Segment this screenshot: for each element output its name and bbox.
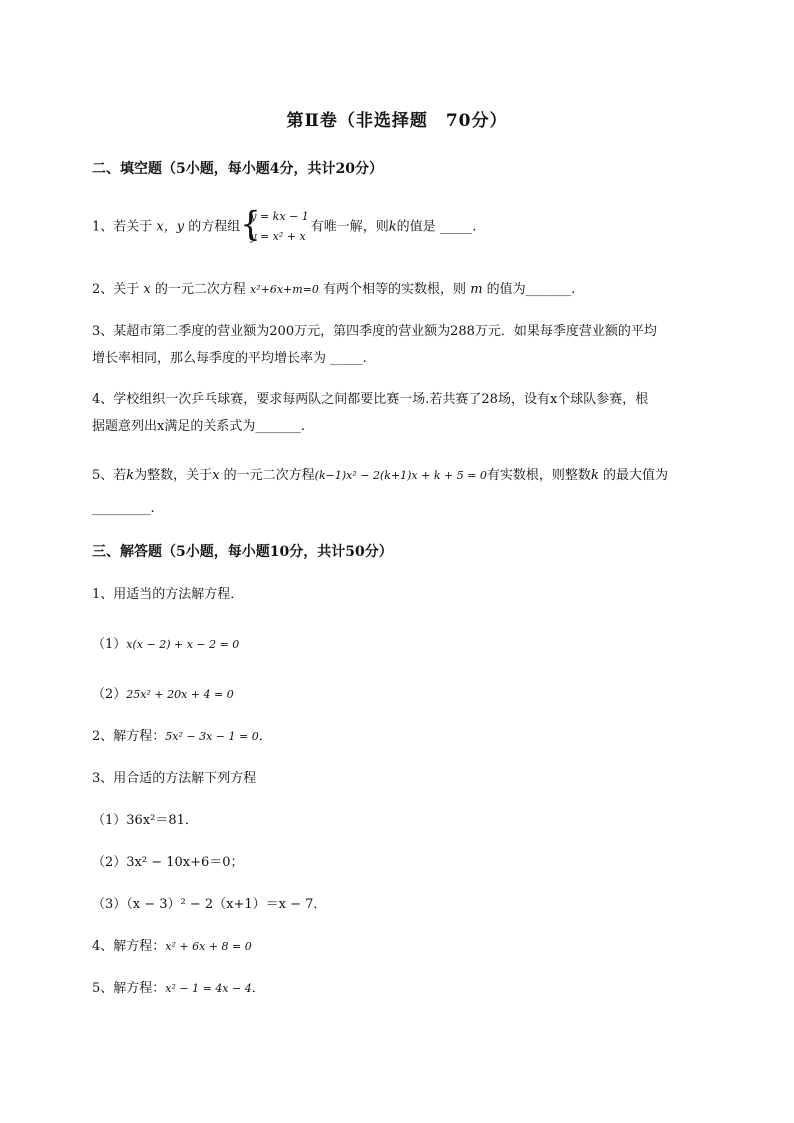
q5-pre: 5、若: [92, 468, 127, 483]
question-4-line-2: 据题意列出x满足的关系式为_______.: [92, 419, 305, 434]
question-5-line-1: [92, 464, 668, 483]
problem-1-stem: 1、用适当的方法解方程．: [92, 587, 244, 602]
p1a-label: （1）: [92, 637, 127, 652]
q2-mid: 的一元二次方程: [150, 282, 251, 297]
q2-pre: 2、关于: [92, 282, 144, 297]
section-fill-blank-heading: 二、填空题（5小题，每小题4分，共计20分）: [92, 161, 383, 177]
q2-post: 有两个相等的实数根，则: [318, 282, 471, 297]
system-eq-1: y = kx − 1: [250, 210, 309, 223]
q1-k: k: [388, 219, 397, 235]
p2-label: 2、解方程：: [92, 729, 166, 744]
p4-label: 4、解方程：: [92, 939, 166, 954]
page-title: 第Ⅱ卷（非选择题 70分）: [286, 111, 508, 131]
q1-vars: x，y: [156, 219, 185, 235]
q5-equation: (k−1)x² − 2(k+1)x + k + 5 = 0: [314, 469, 487, 482]
problem-4: [92, 935, 252, 954]
question-4-line-1: 4、学校组织一次乒乓球赛，要求每两队之间都要比赛一场.若共赛了28场，设有x个球队参赛，根: [92, 392, 649, 407]
q5-mid: 为整数，关于: [134, 468, 213, 483]
problem-2: [92, 725, 272, 744]
section-solve-heading: 三、解答题（5小题，每小题10分，共计50分）: [92, 544, 393, 560]
q2-end: 的值为_______.: [482, 282, 576, 297]
q5-mid2: 的一元二次方程: [219, 468, 315, 483]
equation-system: [240, 204, 309, 247]
q1-pre: 1、若关于: [92, 219, 157, 235]
p5-end: ．: [251, 981, 265, 996]
p5-label: 5、解方程：: [92, 981, 166, 996]
p1a-equation: x(x − 2) + x − 2 = 0: [126, 638, 240, 651]
q2-equation: x²+6x+m=0: [250, 283, 319, 296]
p1b-label: （2）: [92, 687, 127, 702]
q5-k: k: [126, 468, 135, 483]
q2-m: m: [470, 282, 483, 297]
q1-mid: 的方程组: [184, 219, 241, 235]
problem-1-part-1: [92, 633, 239, 652]
brace-icon: {: [240, 204, 261, 244]
problem-3-part-2: （2）3x² − 10x+6＝0；: [92, 855, 244, 870]
problem-1-part-2: [92, 683, 234, 702]
problem-3-stem: 3、用合适的方法解下列方程: [92, 771, 257, 786]
q5-end: 的最大值为: [598, 468, 668, 483]
p2-end: ．: [258, 729, 272, 744]
p2-equation: 5x² − 3x − 1 = 0: [165, 730, 259, 743]
q2-x: x: [143, 282, 151, 297]
p4-equation: x² + 6x + 8 = 0: [165, 940, 252, 953]
problem-5: [92, 977, 265, 996]
p5-equation: x² − 1 = 4x − 4: [165, 982, 252, 995]
q1-end: 的值是 _____.: [396, 219, 477, 235]
q5-post: 有实数根，则整数: [486, 468, 591, 483]
q1-post: 有唯一解，则: [310, 219, 389, 235]
question-3-line-2: 增长率相同，那么每季度的平均增长率为 _____.: [92, 351, 367, 366]
question-5-line-2: _________.: [92, 501, 155, 516]
q5-x: x: [212, 468, 220, 483]
system-eq-2: y = x² + x: [250, 230, 306, 243]
q5-k2: k: [590, 468, 599, 483]
question-2: [92, 278, 575, 297]
question-1: [92, 204, 477, 247]
p1b-equation: 25x² + 20x + 4 = 0: [126, 688, 234, 701]
problem-3-part-1: （1）36x²＝81．: [92, 813, 198, 828]
question-3-line-1: 3、某超市第二季度的营业额为200万元，第四季度的营业额为288万元．如果每季度营业额的平均: [92, 324, 657, 339]
problem-3-part-3: （3）（x − 3）² − 2（x+1）＝x − 7．: [92, 897, 327, 912]
